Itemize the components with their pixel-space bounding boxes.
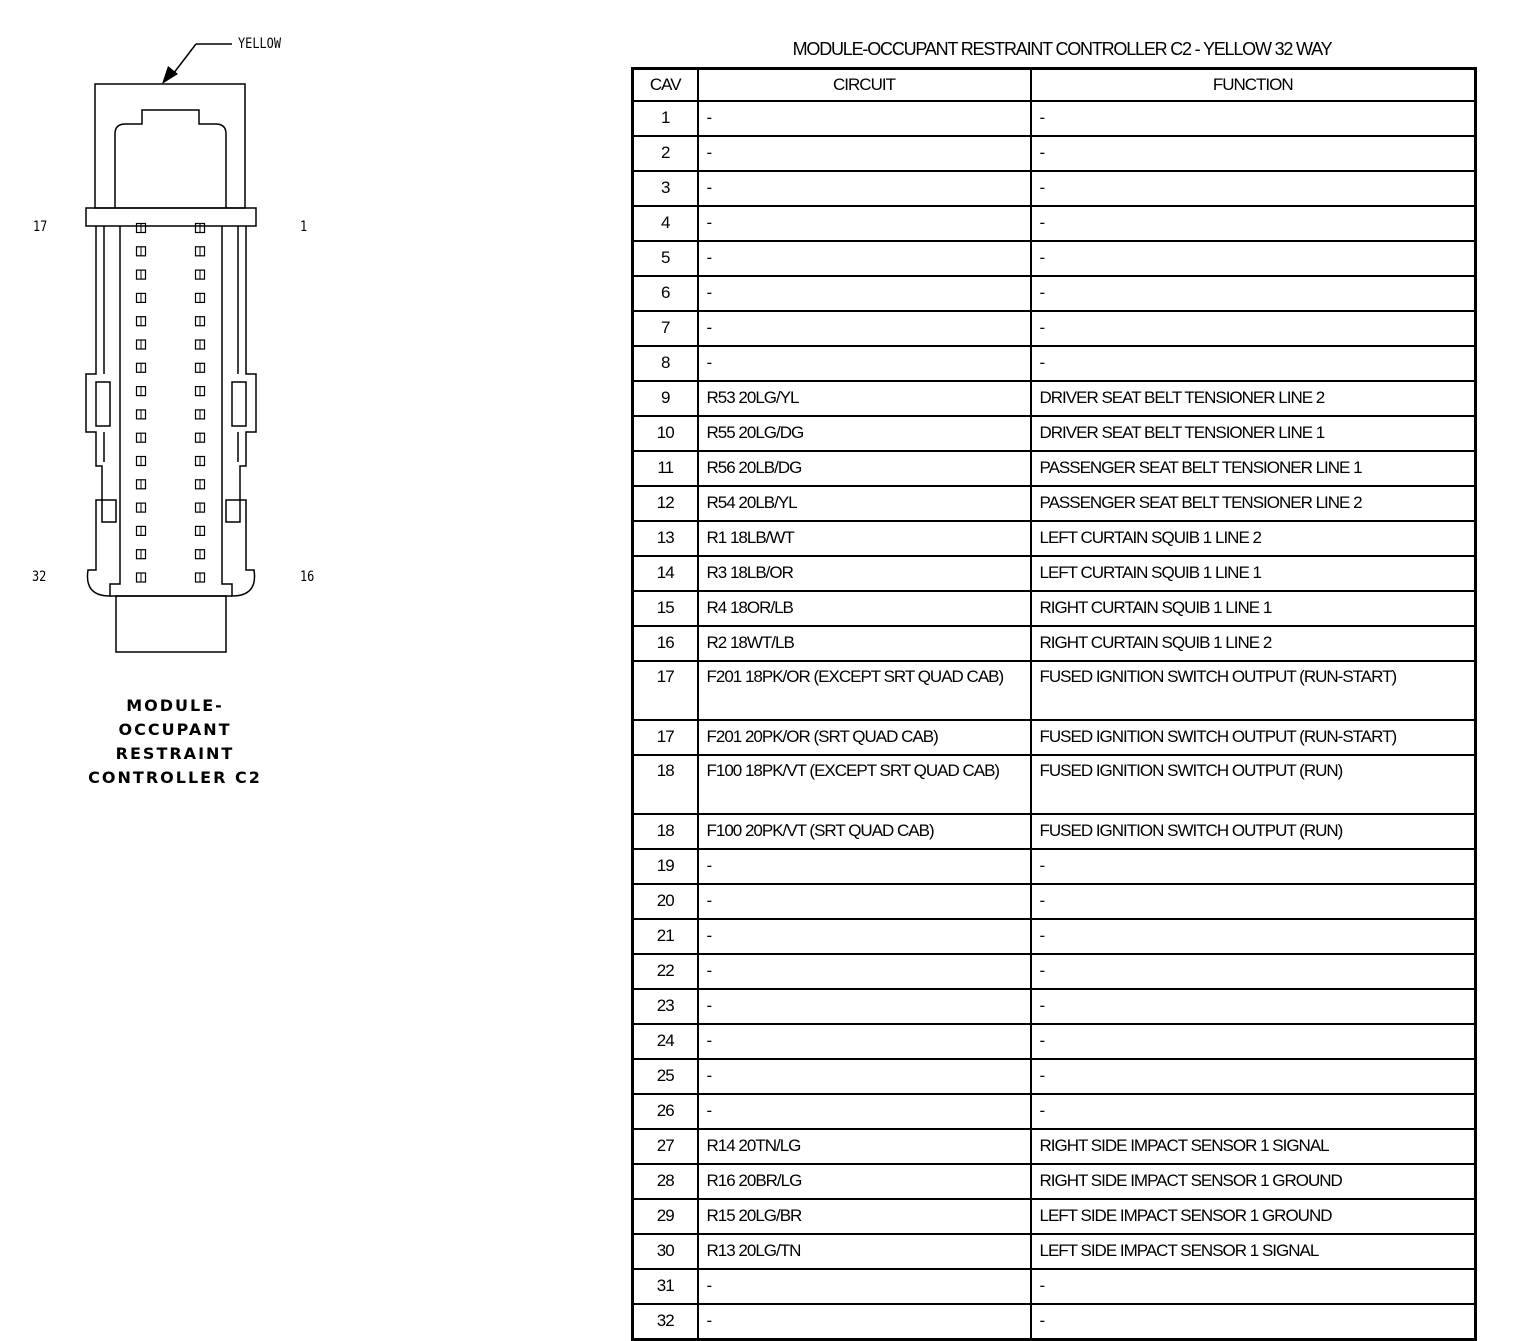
function-cell: -	[1031, 1059, 1476, 1094]
table-row	[633, 346, 1476, 381]
circuit-cell: -	[698, 346, 1031, 381]
cav-cell: 23	[633, 989, 698, 1024]
function-cell: -	[1031, 989, 1476, 1024]
circuit-cell: R16 20BR/LG	[698, 1164, 1031, 1199]
circuit-cell: R14 20TN/LG	[698, 1129, 1031, 1164]
cav-cell: 17	[633, 720, 698, 755]
caption-line: RESTRAINT	[115, 744, 235, 763]
wire-housing	[116, 596, 226, 652]
circuit-cell: R56 20LB/DG	[698, 451, 1031, 486]
cav-cell: 16	[633, 626, 698, 661]
table-row	[633, 1024, 1476, 1059]
table-body	[633, 101, 1476, 1340]
table-row	[633, 1094, 1476, 1129]
connector-flange	[86, 208, 256, 226]
table-row	[633, 101, 1476, 136]
circuit-cell: R3 18LB/OR	[698, 556, 1031, 591]
table-row	[633, 661, 1476, 720]
circuit-cell: -	[698, 1269, 1031, 1304]
circuit-cell: -	[698, 276, 1031, 311]
header-function: FUNCTION	[1031, 69, 1476, 102]
table-row	[633, 1199, 1476, 1234]
side-latch-left	[96, 382, 110, 426]
circuit-cell: -	[698, 101, 1031, 136]
function-cell: -	[1031, 849, 1476, 884]
cav-cell: 1	[633, 101, 698, 136]
circuit-cell: F201 20PK/OR (SRT QUAD CAB)	[698, 720, 1031, 755]
cav-cell: 10	[633, 416, 698, 451]
table-title: MODULE-OCCUPANT RESTRAINT CONTROLLER C2 - YELLOW 32 WAY	[792, 39, 1332, 59]
circuit-cell: -	[698, 136, 1031, 171]
function-cell: LEFT CURTAIN SQUIB 1 LINE 1	[1031, 556, 1476, 591]
pin-cavities	[137, 224, 205, 583]
pin-label-top-right: 1	[300, 219, 308, 235]
function-cell: -	[1031, 884, 1476, 919]
function-cell: -	[1031, 136, 1476, 171]
function-cell: -	[1031, 1269, 1476, 1304]
header-cav: CAV	[633, 69, 698, 102]
caption-line: OCCUPANT	[118, 720, 232, 739]
table-row	[633, 1269, 1476, 1304]
circuit-cell: -	[698, 989, 1031, 1024]
table-row	[633, 311, 1476, 346]
circuit-cell: -	[698, 171, 1031, 206]
function-cell: FUSED IGNITION SWITCH OUTPUT (RUN)	[1031, 755, 1476, 814]
table-row	[633, 451, 1476, 486]
circuit-cell: R4 18OR/LB	[698, 591, 1031, 626]
table-row	[633, 1304, 1476, 1340]
cav-cell: 17	[633, 661, 698, 720]
cav-cell: 26	[633, 1094, 698, 1129]
cav-cell: 22	[633, 954, 698, 989]
pin-label-top-left: 17	[33, 219, 48, 235]
function-cell: FUSED IGNITION SWITCH OUTPUT (RUN-START)	[1031, 720, 1476, 755]
table-row	[633, 381, 1476, 416]
cav-cell: 3	[633, 171, 698, 206]
table-row	[633, 1234, 1476, 1269]
function-cell: LEFT CURTAIN SQUIB 1 LINE 2	[1031, 521, 1476, 556]
table-row	[633, 1059, 1476, 1094]
cav-cell: 28	[633, 1164, 698, 1199]
circuit-cell: R53 20LG/YL	[698, 381, 1031, 416]
circuit-cell: R13 20LG/TN	[698, 1234, 1031, 1269]
table-header-row	[633, 69, 1476, 102]
function-cell: RIGHT SIDE IMPACT SENSOR 1 GROUND	[1031, 1164, 1476, 1199]
side-latch-right	[232, 382, 246, 426]
cav-cell: 18	[633, 755, 698, 814]
cav-cell: 29	[633, 1199, 698, 1234]
table-row	[633, 136, 1476, 171]
header-circuit: CIRCUIT	[698, 69, 1031, 102]
table-row	[633, 416, 1476, 451]
function-cell: RIGHT SIDE IMPACT SENSOR 1 SIGNAL	[1031, 1129, 1476, 1164]
table-row	[633, 486, 1476, 521]
circuit-cell: -	[698, 954, 1031, 989]
circuit-cell: -	[698, 241, 1031, 276]
function-cell: PASSENGER SEAT BELT TENSIONER LINE 1	[1031, 451, 1476, 486]
circuit-cell: R2 18WT/LB	[698, 626, 1031, 661]
table-row	[633, 884, 1476, 919]
table-row	[633, 276, 1476, 311]
function-cell: -	[1031, 1024, 1476, 1059]
function-cell: RIGHT CURTAIN SQUIB 1 LINE 2	[1031, 626, 1476, 661]
cav-cell: 13	[633, 521, 698, 556]
connector-caption	[60, 694, 290, 790]
cav-cell: 7	[633, 311, 698, 346]
pinout-table	[631, 67, 1477, 1341]
function-cell: FUSED IGNITION SWITCH OUTPUT (RUN)	[1031, 814, 1476, 849]
circuit-cell: F201 18PK/OR (EXCEPT SRT QUAD CAB)	[698, 661, 1031, 720]
circuit-cell: R54 20LB/YL	[698, 486, 1031, 521]
cav-cell: 12	[633, 486, 698, 521]
leader-arrowhead	[162, 66, 178, 84]
function-cell: -	[1031, 171, 1476, 206]
table-row	[633, 556, 1476, 591]
table-row	[633, 989, 1476, 1024]
circuit-cell: R1 18LB/WT	[698, 521, 1031, 556]
cav-cell: 5	[633, 241, 698, 276]
table-row	[633, 521, 1476, 556]
circuit-cell: -	[698, 884, 1031, 919]
function-cell: -	[1031, 276, 1476, 311]
function-cell: FUSED IGNITION SWITCH OUTPUT (RUN-START)	[1031, 661, 1476, 720]
table-row	[633, 919, 1476, 954]
table-row	[633, 171, 1476, 206]
function-cell: -	[1031, 346, 1476, 381]
circuit-cell: -	[698, 1094, 1031, 1129]
color-label: YELLOW	[238, 36, 281, 52]
circuit-cell: -	[698, 1024, 1031, 1059]
table-row	[633, 626, 1476, 661]
cav-cell: 30	[633, 1234, 698, 1269]
table-row	[633, 1129, 1476, 1164]
cav-cell: 2	[633, 136, 698, 171]
cav-cell: 9	[633, 381, 698, 416]
cav-cell: 27	[633, 1129, 698, 1164]
table-row	[633, 954, 1476, 989]
function-cell: -	[1031, 954, 1476, 989]
connector-shroud	[95, 84, 245, 208]
connector-body-right	[222, 226, 256, 596]
function-cell: -	[1031, 311, 1476, 346]
function-cell: -	[1031, 241, 1476, 276]
cav-cell: 15	[633, 591, 698, 626]
circuit-cell: F100 20PK/VT (SRT QUAD CAB)	[698, 814, 1031, 849]
circuit-cell: R55 20LG/DG	[698, 416, 1031, 451]
latch-outline	[115, 110, 226, 208]
function-cell: DRIVER SEAT BELT TENSIONER LINE 2	[1031, 381, 1476, 416]
connector-drawing	[0, 0, 340, 800]
caption-line: MODULE-	[126, 696, 224, 715]
circuit-cell: -	[698, 1059, 1031, 1094]
function-cell: LEFT SIDE IMPACT SENSOR 1 SIGNAL	[1031, 1234, 1476, 1269]
cav-cell: 6	[633, 276, 698, 311]
function-cell: DRIVER SEAT BELT TENSIONER LINE 1	[1031, 416, 1476, 451]
cav-cell: 14	[633, 556, 698, 591]
cav-cell: 20	[633, 884, 698, 919]
circuit-cell: R15 20LG/BR	[698, 1199, 1031, 1234]
cav-cell: 25	[633, 1059, 698, 1094]
function-cell: -	[1031, 919, 1476, 954]
cav-cell: 24	[633, 1024, 698, 1059]
table-row	[633, 814, 1476, 849]
cav-cell: 11	[633, 451, 698, 486]
pin-label-bottom-right: 16	[300, 569, 315, 585]
function-cell: -	[1031, 1304, 1476, 1340]
circuit-cell: -	[698, 919, 1031, 954]
table-row	[633, 720, 1476, 755]
table-row	[633, 1164, 1476, 1199]
circuit-cell: -	[698, 206, 1031, 241]
caption-line: CONTROLLER C2	[88, 768, 262, 787]
function-cell: PASSENGER SEAT BELT TENSIONER LINE 2	[1031, 486, 1476, 521]
table-row	[633, 755, 1476, 814]
cav-cell: 21	[633, 919, 698, 954]
side-tab-left	[102, 500, 116, 522]
circuit-cell: -	[698, 311, 1031, 346]
table-row	[633, 591, 1476, 626]
circuit-cell: -	[698, 849, 1031, 884]
cav-cell: 32	[633, 1304, 698, 1340]
cav-cell: 8	[633, 346, 698, 381]
table-row	[633, 206, 1476, 241]
circuit-cell: -	[698, 1304, 1031, 1340]
cav-cell: 18	[633, 814, 698, 849]
cav-cell: 19	[633, 849, 698, 884]
function-cell: LEFT SIDE IMPACT SENSOR 1 GROUND	[1031, 1199, 1476, 1234]
function-cell: -	[1031, 206, 1476, 241]
side-tab-right	[226, 500, 240, 522]
table-row	[633, 849, 1476, 884]
pin-label-bottom-left: 32	[32, 569, 47, 585]
function-cell: RIGHT CURTAIN SQUIB 1 LINE 1	[1031, 591, 1476, 626]
cav-cell: 31	[633, 1269, 698, 1304]
cav-cell: 4	[633, 206, 698, 241]
table-row	[633, 241, 1476, 276]
function-cell: -	[1031, 101, 1476, 136]
connector-body-left	[86, 226, 120, 596]
function-cell: -	[1031, 1094, 1476, 1129]
circuit-cell: F100 18PK/VT (EXCEPT SRT QUAD CAB)	[698, 755, 1031, 814]
